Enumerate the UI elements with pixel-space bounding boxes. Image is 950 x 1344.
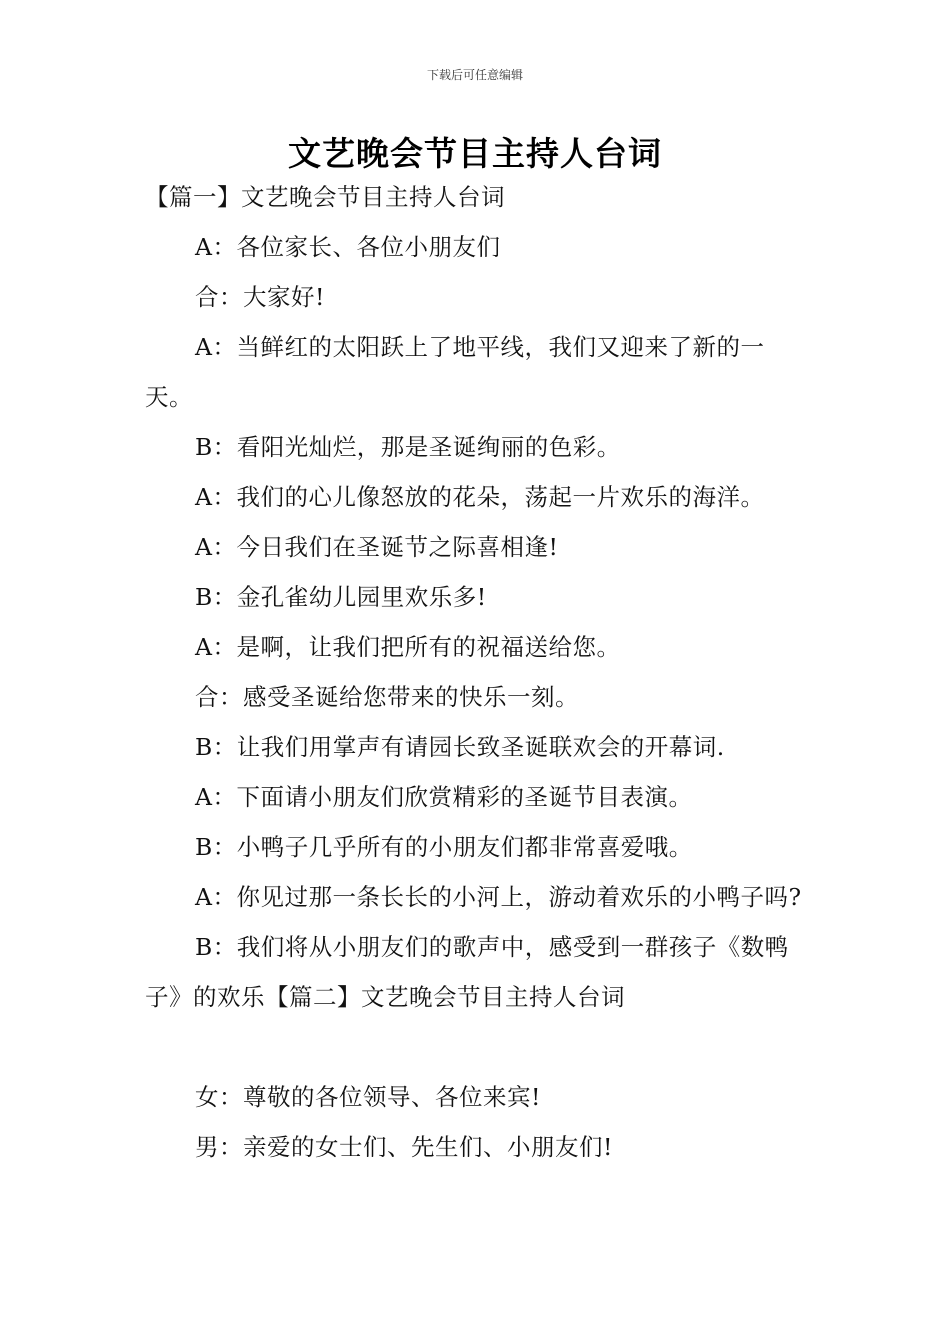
script-line: B：我们将从小朋友们的歌声中，感受到一群孩子《数鸭子》的欢乐【篇二】文艺晚会节目主持人台词	[145, 933, 789, 1011]
document-title: 文艺晚会节目主持人台词	[288, 134, 662, 173]
script-line: A：下面请小朋友们欣赏精彩的圣诞节目表演。	[195, 783, 693, 811]
script-line: 男：亲爱的女士们、先生们、小朋友们!	[195, 1133, 613, 1161]
script-line: A：各位家长、各位小朋友们	[195, 233, 501, 261]
script-line: A：你见过那一条长长的小河上，游动着欢乐的小鸭子吗?	[195, 883, 802, 911]
script-line: A：我们的心儿像怒放的花朵，荡起一片欢乐的海洋。	[195, 483, 765, 511]
blank-line-spacer	[145, 1022, 807, 1072]
script-line: B：让我们用掌声有请园长致圣诞联欢会的开幕词.	[195, 733, 725, 761]
document-body	[145, 172, 807, 1172]
section-heading: 【篇一】文艺晚会节目主持人台词	[145, 183, 505, 211]
script-line: 女：尊敬的各位领导、各位来宾!	[195, 1083, 541, 1111]
script-line: A：今日我们在圣诞节之际喜相逢!	[195, 533, 559, 561]
script-line: B：看阳光灿烂，那是圣诞绚丽的色彩。	[195, 433, 621, 461]
script-line: B：小鸭子几乎所有的小朋友们都非常喜爱哦。	[195, 833, 693, 861]
script-line: B：金孔雀幼儿园里欢乐多!	[195, 583, 487, 611]
script-line: A：当鲜红的太阳跃上了地平线，我们又迎来了新的一天。	[145, 333, 765, 411]
page-header-note: 下载后可任意编辑	[426, 68, 523, 82]
script-line: 合：大家好!	[195, 283, 325, 311]
script-line: 合：感受圣诞给您带来的快乐一刻。	[195, 683, 579, 711]
script-line: A：是啊，让我们把所有的祝福送给您。	[195, 633, 621, 661]
